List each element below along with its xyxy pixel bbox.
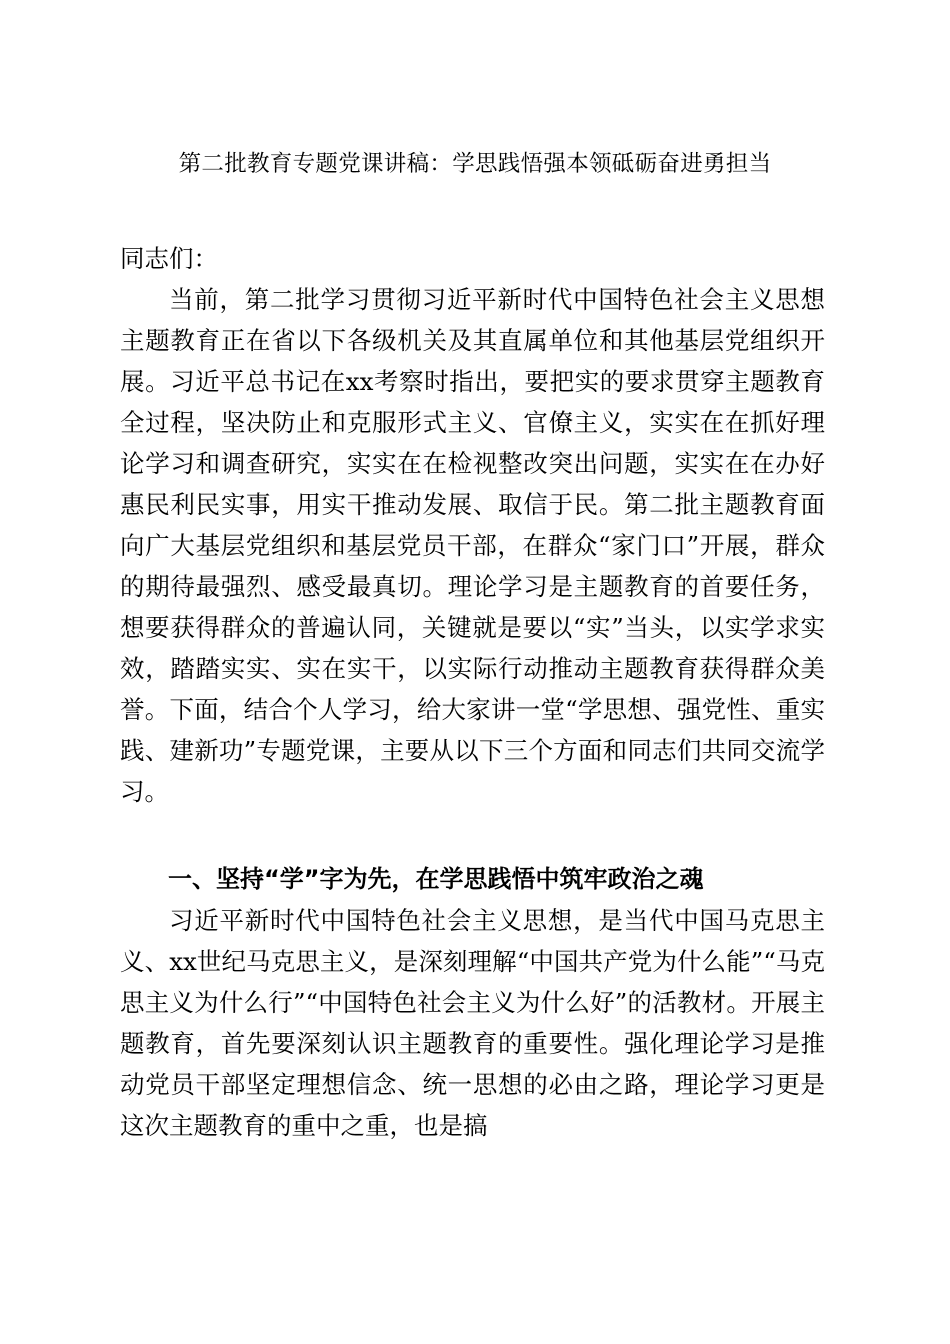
section-heading-1: 一、坚持“学”字为先，在学思践悟中筑牢政治之魂 (168, 865, 704, 893)
paragraph-intro: 当前，第二批学习贯彻习近平新时代中国特色社会主义思想主题教育正在省以下各级机关及其直属单位和其他基层党组织开展。习近平总书记在xx考察时指出，要把实的要求贯穿主题教育全过程，坚决防止和克服形式主义、官僚主义，实实在在抓好理论学习和调查研究，实实在在检视整改突出问题，实实在在办好惠民利民实事，用实干推动发展、取信于民。第二批主题教育面向广大基层党组织和基层党员干部，在群众“家门口”开展，群众的期待最强烈、感受最真切。理论学习是主题教育的首要任务，想要获得群众的普遍认同，关键就是要以“实”当头，以实学求实效，踏踏实实、实在实干，以实际行动推动主题教育获得群众美誉。下面，结合个人学习，给大家讲一堂“学思想、强党性、重实践、建新功”专题党课，主要从以下三个方面和同志们共同交流学习。 (120, 285, 825, 806)
document-title: 第二批教育专题党课讲稿：学思践悟强本领砥砺奋进勇担当 (178, 151, 772, 177)
paragraph-section-1: 习近平新时代中国特色社会主义思想，是当代中国马克思主义、xx世纪马克思主义，是深刻理解“中国共产党为什么能”“马克思主义为什么行”“中国特色社会主义为什么好”的活教材。开展主题教育，首先要深刻认识主题教育的重要性。强化理论学习是推动党员干部坚定理想信念、统一思想的必由之路，理论学习更是这次主题教育的重中之重，也是搞 (120, 906, 825, 1140)
salutation: 同志们： (120, 244, 218, 273)
